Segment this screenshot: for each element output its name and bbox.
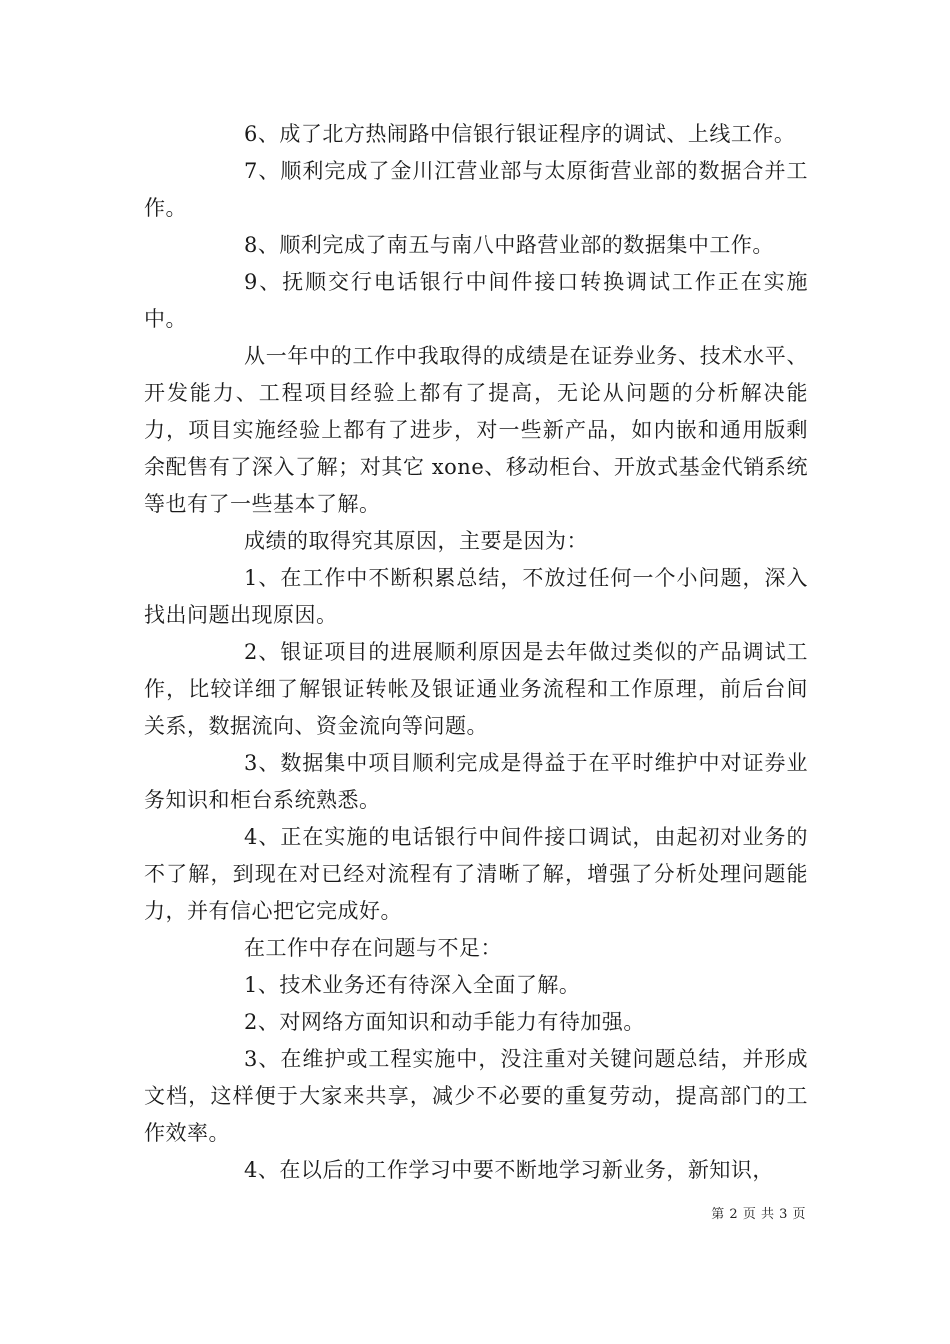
paragraph-issue-1: 1、技术业务还有待深入全面了解。 [244, 973, 581, 997]
paragraph-item-9: 9、抚顺交行电话银行中间件接口转换调试工作正在实施中。 [144, 270, 808, 331]
paragraph-reason-1: 1、在工作中不断积累总结，不放过任何一个小问题，深入找出问题出现原因。 [144, 566, 808, 627]
paragraph-issues-heading: 在工作中存在问题与不足： [244, 936, 502, 960]
page-number-footer: 第 2 页 共 3 页 [711, 1207, 806, 1222]
document-body [144, 116, 808, 1189]
paragraph-item-7: 7、顺利完成了金川江营业部与太原街营业部的数据合并工作。 [144, 159, 808, 220]
paragraph-issue-4: 4、在以后的工作学习中要不断地学习新业务，新知识， [244, 1158, 774, 1182]
paragraph-achievements: 从一年中的工作中我取得的成绩是在证券业务、技术水平、开发能力、工程项目经验上都有了提高，无论从问题的分析解决能力，项目实施经验上都有了进步，对一些新产品，如内嵌和通用版剩余配售有了深入了解；对其它 xone、移动柜台、开放式基金代销系统等也有了一些基本了解。 [144, 344, 808, 516]
paragraph-issue-3: 3、在维护或工程实施中，没注重对关键问题总结，并形成文档，这样便于大家来共享，减少不必要的重复劳动，提高部门的工作效率。 [144, 1047, 808, 1145]
paragraph-item-6: 6、成了北方热闹路中信银行银证程序的调试、上线工作。 [244, 122, 796, 146]
paragraph-reason-4: 4、正在实施的电话银行中间件接口调试，由起初对业务的不了解，到现在对已经对流程有了清晰了解，增强了分析处理问题能力，并有信心把它完成好。 [144, 825, 808, 923]
paragraph-reason-2: 2、银证项目的进展顺利原因是去年做过类似的产品调试工作，比较详细了解银证转帐及银证通业务流程和工作原理，前后台间关系，数据流向、资金流向等问题。 [144, 640, 808, 738]
paragraph-reason-3: 3、数据集中项目顺利完成是得益于在平时维护中对证券业务知识和柜台系统熟悉。 [144, 751, 808, 812]
paragraph-issue-2: 2、对网络方面知识和动手能力有待加强。 [244, 1010, 645, 1034]
paragraph-item-8: 8、顺利完成了南五与南八中路营业部的数据集中工作。 [244, 233, 774, 257]
paragraph-reasons-heading: 成绩的取得究其原因，主要是因为： [244, 529, 588, 553]
